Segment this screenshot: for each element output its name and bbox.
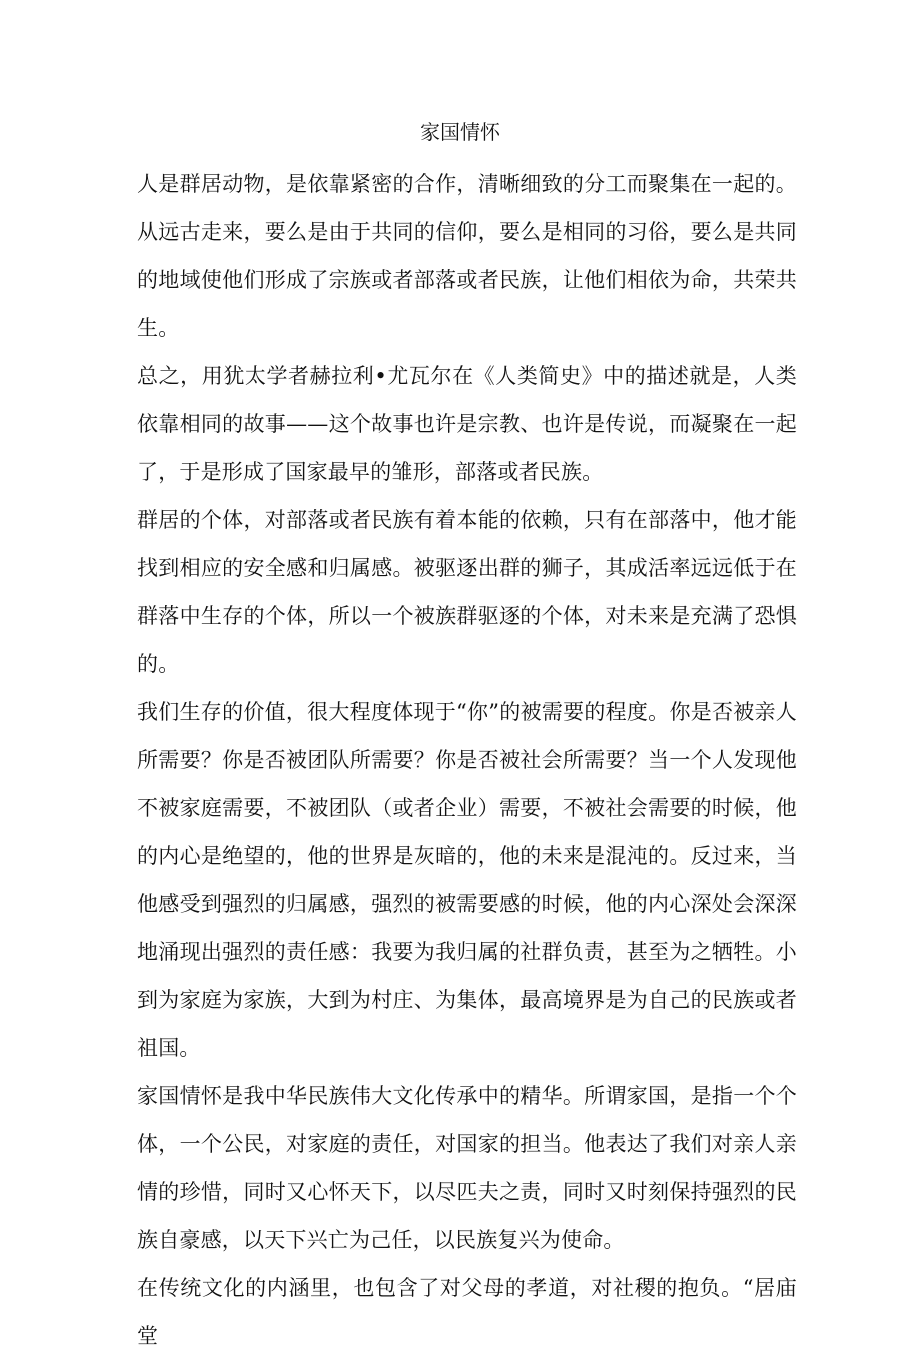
document-body bbox=[137, 160, 797, 1360]
paragraph-3: 群居的个体，对部落或者民族有着本能的依赖，只有在部落中，他才能找到相应的安全感和归属感。被驱逐出群的狮子，其成活率远远低于在群落中生存的个体，所以一个被族群驱逐的个体，对未来是充满了恐惧的。 bbox=[137, 508, 797, 676]
paragraph-2: 总之，用犹太学者赫拉利•尤瓦尔在《人类简史》中的描述就是，人类依靠相同的故事——这个故事也许是宗教、也许是传说，而凝聚在一起了，于是形成了国家最早的雏形，部落或者民族。 bbox=[137, 364, 797, 484]
paragraph-6: 在传统文化的内涵里，也包含了对父母的孝道，对社稷的抱负。“居庙堂 bbox=[137, 1276, 797, 1348]
paragraph-5: 家国情怀是我中华民族伟大文化传承中的精华。所谓家国，是指一个个体，一个公民，对家庭的责任，对国家的担当。他表达了我们对亲人亲情的珍惜，同时又心怀天下，以尽匹夫之责，同时又时刻保持强烈的民族自豪感，以天下兴亡为己任，以民族复兴为使命。 bbox=[137, 1084, 797, 1252]
paragraph-1: 人是群居动物，是依靠紧密的合作，清晰细致的分工而聚集在一起的。从远古走来，要么是由于共同的信仰，要么是相同的习俗，要么是共同的地域使他们形成了宗族或者部落或者民族，让他们相依为命，共荣共生。 bbox=[137, 172, 797, 340]
document-title: 家国情怀 bbox=[420, 120, 500, 144]
paragraph-4: 我们生存的价值，很大程度体现于“你”的被需要的程度。你是否被亲人所需要？你是否被团队所需要？你是否被社会所需要？当一个人发现他不被家庭需要，不被团队（或者企业）需要，不被社会需要的时候，他的内心是绝望的，他的世界是灰暗的，他的未来是混沌的。反过来，当他感受到强烈的归属感，强烈的被需要感的时候，他的内心深处会深深地涌现出强烈的责任感：我要为我归属的社群负责，甚至为之牺牲。小到为家庭为家族，大到为村庄、为集体，最高境界是为自己的民族或者祖国。 bbox=[137, 700, 797, 1060]
